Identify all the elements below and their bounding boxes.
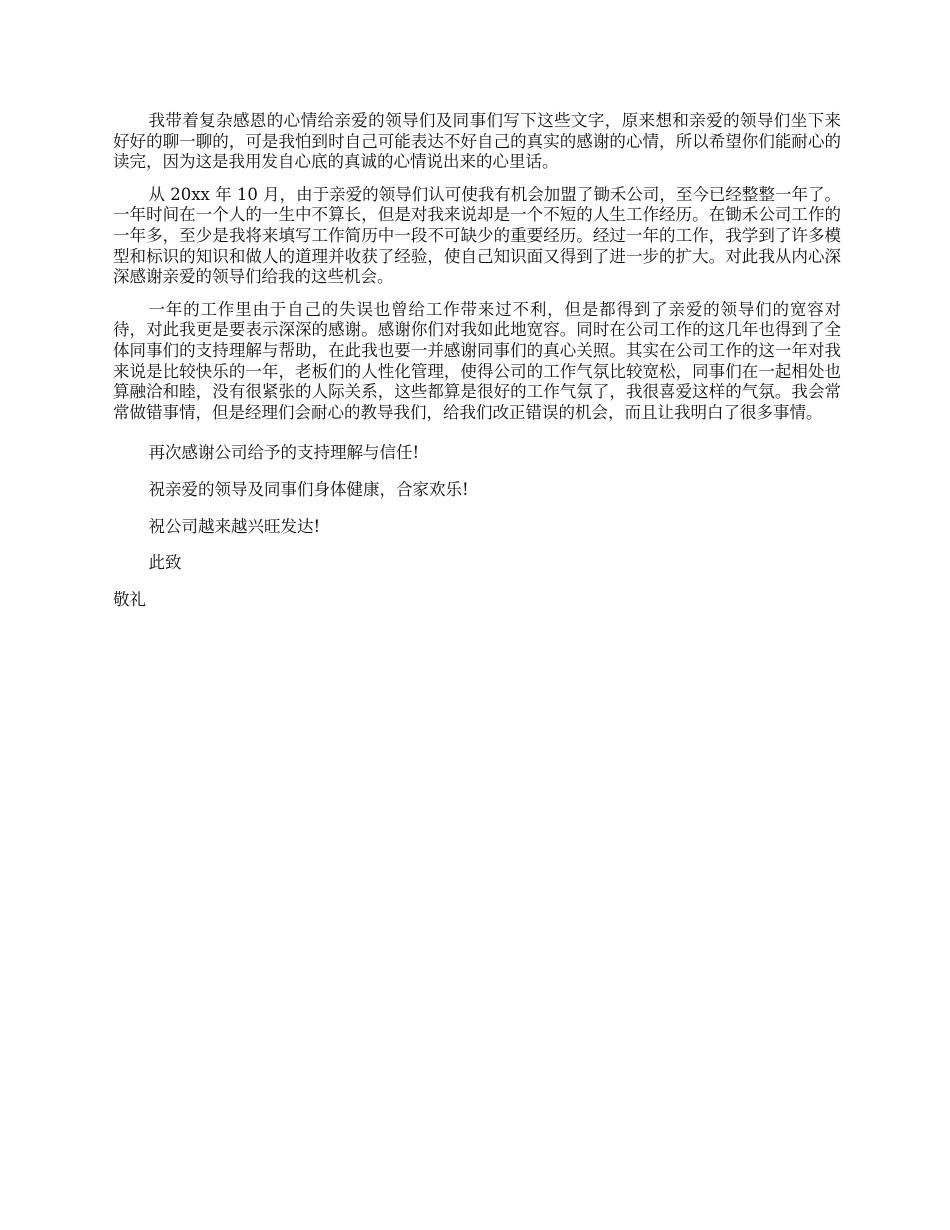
- body-paragraph-2: 从 20xx 年 10 月，由于亲爱的领导们认可使我有机会加盟了锄禾公司，至今已经整整一年了。一年时间在一个人的一生中不算长，但是对我来说却是一个不短的人生工作经历。在锄禾公司工作的一年多，至少是我将来填写工作简历中一段不可缺少的重要经历。经过一年的工作，我学到了许多模型和标识的知识和做人的道理并收获了经验，使自己知识面又得到了进一步的扩大。对此我从内心深深感谢亲爱的领导们给我的这些机会。: [113, 184, 841, 287]
- letter-body: [113, 111, 841, 610]
- salutation: 敬礼: [113, 589, 146, 609]
- wish-line-thanks: 再次感谢公司给予的支持理解与信任!: [148, 443, 420, 463]
- wish-line-health: 祝亲爱的领导及同事们身体健康，合家欢乐!: [148, 479, 469, 499]
- body-paragraph-3: 一年的工作里由于自己的失误也曾给工作带来过不利，但是都得到了亲爱的领导们的宽容对待，对此我更是要表示深深的感谢。感谢你们对我如此地宽容。同时在公司工作的这几年也得到了全体同事们的支持理解与帮助，在此我也要一并感谢同事们的真心关照。其实在公司工作的这一年对我来说是比较快乐的一年，老板们的人性化管理，使得公司的工作气氛比较宽松，同事们在一起相处也算融洽和睦，没有很紧张的人际关系，这些都算是很好的工作气氛了，我很喜爱这样的气氛。我会常常做错事情，但是经理们会耐心的教导我们，给我们改正错误的机会，而且让我明白了很多事情。: [113, 299, 841, 422]
- wish-line-prosperity: 祝公司越来越兴旺发达!: [148, 516, 321, 536]
- closing-phrase: 此致: [148, 553, 182, 573]
- body-paragraph-1: 我带着复杂感恩的心情给亲爱的领导们及同事们写下这些文字，原来想和亲爱的领导们坐下来好好的聊一聊的，可是我怕到时自己可能表达不好自己的真实的感谢的心情，所以希望你们能耐心的读完，因为这是我用发自心底的真诚的心情说出来的心里话。: [113, 111, 841, 172]
